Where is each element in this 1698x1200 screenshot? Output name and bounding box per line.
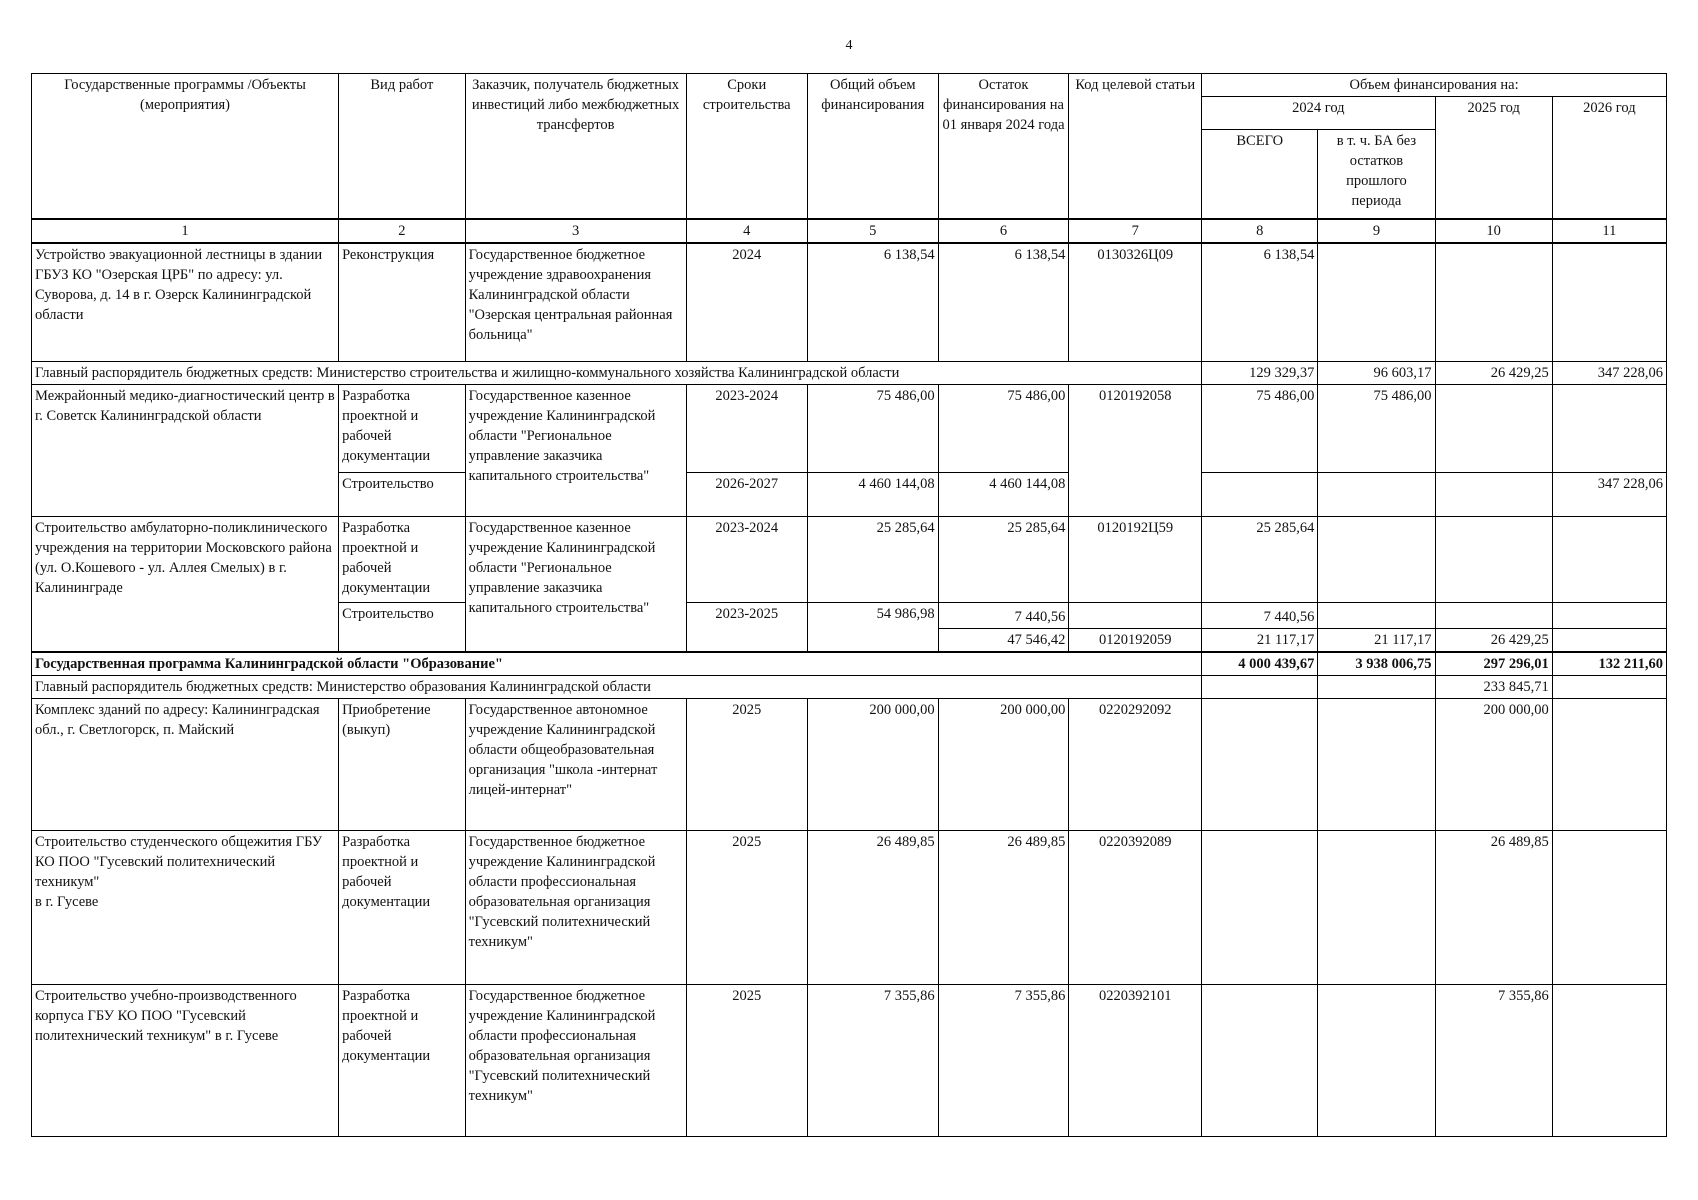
funding-2025 <box>1435 243 1552 362</box>
header-objects: Государственные программы /Объекты (мероприятия) <box>32 74 339 219</box>
funding-2025 <box>1435 517 1552 603</box>
funding-ba <box>1318 517 1435 603</box>
remainder: 47 546,42 <box>938 629 1069 653</box>
page-number: 4 <box>845 38 853 53</box>
period: 2025 <box>686 985 807 1137</box>
work-type: Разработка проектной и рабочей документации <box>339 517 466 603</box>
period: 2023-2024 <box>686 385 807 473</box>
ministry-label: Главный распорядитель бюджетных средств: Министерство образования Калининградской области <box>32 676 1202 699</box>
object-name: Строительство учебно-производственного корпуса ГБУ КО ПОО "Гусевский политехнический техникум" в г. Гусеве <box>32 985 339 1137</box>
column-number: 4 <box>686 219 807 243</box>
table-row <box>32 985 1667 1137</box>
work-type: Приобретение (выкуп) <box>339 699 466 831</box>
funding-2024: 4 000 439,67 <box>1202 652 1318 676</box>
funding-2024: 25 285,64 <box>1202 517 1318 603</box>
funding-2025 <box>1435 473 1552 517</box>
period: 2024 <box>686 243 807 362</box>
header-funding-group: Объем финансирования на: <box>1202 74 1667 97</box>
remainder: 7 440,56 <box>938 603 1069 629</box>
header-remainder: Остаток финансирования на 01 января 2024 года <box>938 74 1069 219</box>
table-row <box>32 831 1667 985</box>
period: 2026-2027 <box>686 473 807 517</box>
customer: Государственное бюджетное учреждение Калининградской области профессиональная образовательная организация "Гусевский политехнический техникум" <box>465 985 686 1137</box>
column-number: 10 <box>1435 219 1552 243</box>
funding-2025: 26 429,25 <box>1435 362 1552 385</box>
target-code: 0120192Ц59 <box>1069 517 1202 603</box>
object-name: Строительство студенческого общежития ГБУ КО ПОО "Гусевский политехнический техникум" в г. Гусеве <box>32 831 339 985</box>
funding-ba: 3 938 006,75 <box>1318 652 1435 676</box>
period: 2023-2024 <box>686 517 807 603</box>
program-label: Государственная программа Калининградской области "Образование" <box>32 652 1202 676</box>
funding-2026 <box>1552 699 1666 831</box>
column-number: 11 <box>1552 219 1666 243</box>
funding-2024 <box>1202 676 1318 699</box>
funding-ba: 21 117,17 <box>1318 629 1435 653</box>
total-funding: 4 460 144,08 <box>807 473 938 517</box>
funding-2026 <box>1552 603 1666 629</box>
column-number: 8 <box>1202 219 1318 243</box>
funding-2024 <box>1202 831 1318 985</box>
ministry-row <box>32 676 1667 699</box>
funding-2025: 26 429,25 <box>1435 629 1552 653</box>
target-code: 0220292092 <box>1069 699 1202 831</box>
header-ba: в т. ч. БА без остатков прошлого периода <box>1318 130 1435 219</box>
remainder: 7 355,86 <box>938 985 1069 1137</box>
total-funding: 200 000,00 <box>807 699 938 831</box>
header-customer: Заказчик, получатель бюджетных инвестиций либо межбюджетных трансфертов <box>465 74 686 219</box>
column-number: 6 <box>938 219 1069 243</box>
work-type: Строительство <box>339 473 466 517</box>
total-funding: 54 986,98 <box>807 603 938 653</box>
target-code <box>1069 603 1202 629</box>
funding-ba <box>1318 676 1435 699</box>
customer: Государственное казенное учреждение Калининградской области "Региональное управление заказчика капитального строительства" <box>465 385 686 517</box>
funding-2024: 75 486,00 <box>1202 385 1318 473</box>
table-row <box>32 699 1667 831</box>
funding-2024 <box>1202 699 1318 831</box>
funding-2026 <box>1552 831 1666 985</box>
column-numbers-row <box>32 219 1667 243</box>
target-code: 0120192059 <box>1069 629 1202 653</box>
funding-ba <box>1318 985 1435 1137</box>
column-number: 5 <box>807 219 938 243</box>
table-row <box>32 517 1667 603</box>
funding-2026 <box>1552 385 1666 473</box>
funding-2026 <box>1552 985 1666 1137</box>
ministry-label: Главный распорядитель бюджетных средств: Министерство строительства и жилищно-коммунального хозяйства Калининградской области <box>32 362 1202 385</box>
total-funding: 75 486,00 <box>807 385 938 473</box>
period: 2023-2025 <box>686 603 807 653</box>
target-code: 0130326Ц09 <box>1069 243 1202 362</box>
customer: Государственное бюджетное учреждение здравоохранения Калининградской области "Озерская центральная районная больница" <box>465 243 686 362</box>
funding-2025: 233 845,71 <box>1435 676 1552 699</box>
funding-2024: 6 138,54 <box>1202 243 1318 362</box>
header-period: Сроки строительства <box>686 74 807 219</box>
target-code: 0220392101 <box>1069 985 1202 1137</box>
funding-ba <box>1318 603 1435 629</box>
funding-2026 <box>1552 517 1666 603</box>
funding-ba <box>1318 243 1435 362</box>
funding-2024: 21 117,17 <box>1202 629 1318 653</box>
funding-2025: 297 296,01 <box>1435 652 1552 676</box>
funding-2025 <box>1435 603 1552 629</box>
column-number: 2 <box>339 219 466 243</box>
funding-2026 <box>1552 629 1666 653</box>
table-row <box>32 243 1667 362</box>
total-funding: 6 138,54 <box>807 243 938 362</box>
funding-2024: 129 329,37 <box>1202 362 1318 385</box>
funding-2026: 347 228,06 <box>1552 473 1666 517</box>
funding-2025: 7 355,86 <box>1435 985 1552 1137</box>
header-code: Код целевой статьи <box>1069 74 1202 219</box>
remainder: 6 138,54 <box>938 243 1069 362</box>
remainder: 4 460 144,08 <box>938 473 1069 517</box>
object-name: Устройство эвакуационной лестницы в здании ГБУЗ КО "Озерская ЦРБ" по адресу: ул. Суворова, д. 14 в г. Озерск Калининградской области <box>32 243 339 362</box>
object-name: Межрайонный медико-диагностический центр в г. Советск Калининградской области <box>32 385 339 517</box>
remainder: 26 489,85 <box>938 831 1069 985</box>
period: 2025 <box>686 699 807 831</box>
funding-ba <box>1318 473 1435 517</box>
funding-ba: 75 486,00 <box>1318 385 1435 473</box>
funding-ba: 96 603,17 <box>1318 362 1435 385</box>
funding-ba <box>1318 699 1435 831</box>
funding-2024: 7 440,56 <box>1202 603 1318 629</box>
funding-2025: 26 489,85 <box>1435 831 1552 985</box>
customer: Государственное автономное учреждение Калининградской области общеобразовательная организация "школа -интернат лицей-интернат" <box>465 699 686 831</box>
object-name: Строительство амбулаторно-поликлинического учреждения на территории Московского района (ул. О.Кошевого - ул. Аллея Смелых) в г. Калининграде <box>32 517 339 653</box>
target-code: 0120192058 <box>1069 385 1202 517</box>
header-year-2024: 2024 год <box>1202 97 1435 130</box>
funding-2026: 132 211,60 <box>1552 652 1666 676</box>
funding-ba <box>1318 831 1435 985</box>
object-name: Комплекс зданий по адресу: Калининградская обл., г. Светлогорск, п. Майский <box>32 699 339 831</box>
ministry-row <box>32 362 1667 385</box>
remainder: 200 000,00 <box>938 699 1069 831</box>
header-year-2025: 2025 год <box>1435 97 1552 219</box>
funding-2026 <box>1552 243 1666 362</box>
remainder: 75 486,00 <box>938 385 1069 473</box>
work-type: Разработка проектной и рабочей документации <box>339 385 466 473</box>
funding-2024 <box>1202 985 1318 1137</box>
funding-2026 <box>1552 676 1666 699</box>
funding-2025 <box>1435 385 1552 473</box>
column-number: 1 <box>32 219 339 243</box>
program-row <box>32 652 1667 676</box>
total-funding: 26 489,85 <box>807 831 938 985</box>
total-funding: 7 355,86 <box>807 985 938 1137</box>
work-type: Реконструкция <box>339 243 466 362</box>
target-code: 0220392089 <box>1069 831 1202 985</box>
table-row <box>32 385 1667 473</box>
funding-2024 <box>1202 473 1318 517</box>
header-work-type: Вид работ <box>339 74 466 219</box>
work-type: Разработка проектной и рабочей документации <box>339 985 466 1137</box>
work-type: Строительство <box>339 603 466 653</box>
customer: Государственное бюджетное учреждение Калининградской области профессиональная образовательная организация "Гусевский политехнический техникум" <box>465 831 686 985</box>
period: 2025 <box>686 831 807 985</box>
work-type: Разработка проектной и рабочей документации <box>339 831 466 985</box>
remainder: 25 285,64 <box>938 517 1069 603</box>
column-number: 7 <box>1069 219 1202 243</box>
header-year-2026: 2026 год <box>1552 97 1666 219</box>
funding-2025: 200 000,00 <box>1435 699 1552 831</box>
column-number: 9 <box>1318 219 1435 243</box>
header-total-funding: Общий объем финансирования <box>807 74 938 219</box>
column-number: 3 <box>465 219 686 243</box>
customer: Государственное казенное учреждение Калининградской области "Региональное управление заказчика капитального строительства" <box>465 517 686 653</box>
total-funding: 25 285,64 <box>807 517 938 603</box>
funding-2026: 347 228,06 <box>1552 362 1666 385</box>
financing-table <box>31 73 1667 1137</box>
header-total: ВСЕГО <box>1202 130 1318 219</box>
